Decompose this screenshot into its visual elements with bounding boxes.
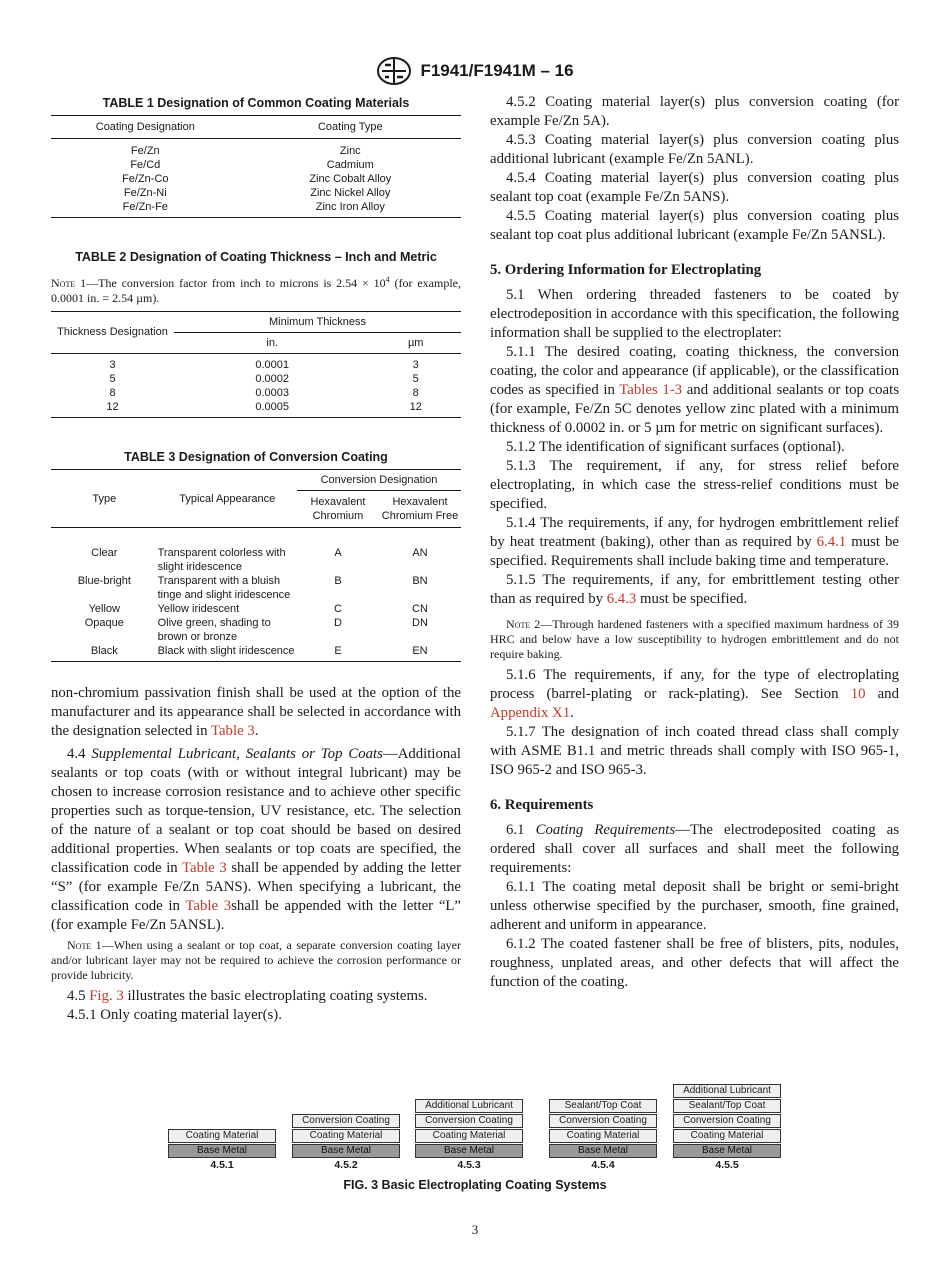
table-cell: C — [334, 602, 342, 615]
stack-label: 4.5.2 — [334, 1159, 358, 1171]
left-column — [51, 96, 461, 662]
table-row — [51, 602, 461, 616]
coating-layer: Coating Material — [549, 1129, 657, 1143]
table-row — [51, 372, 461, 386]
coating-layer: Base Metal — [549, 1144, 657, 1158]
table-cell: 0.0001 — [255, 359, 290, 371]
note-1 — [51, 938, 461, 983]
text: 6.1 — [506, 822, 536, 838]
table-cell: Zinc Nickel Alloy — [310, 186, 391, 199]
coating-layer: Sealant/Top Coat — [673, 1099, 781, 1113]
coating-layer: Conversion Coating — [673, 1114, 781, 1128]
astm-logo-icon — [376, 56, 412, 86]
coating-layer: Coating Material — [415, 1129, 523, 1143]
table-cell: CN — [412, 602, 428, 615]
text: shall be appended with the letter “L” (for example Fe/Zn 5ANSL). — [51, 898, 461, 933]
text: 4.4 — [67, 746, 92, 762]
fig3-link[interactable]: Fig. 3 — [89, 988, 124, 1004]
table-row — [51, 144, 461, 158]
table-cell: Zinc Cobalt Alloy — [309, 172, 392, 185]
paragraph-5-1-6 — [490, 666, 899, 723]
section-6-heading: 6. Requirements — [490, 797, 594, 813]
table-cell: AN — [412, 546, 428, 559]
table2-header-in: in. — [266, 336, 279, 349]
table-cell: A — [334, 546, 342, 559]
section-title: Supplemental Lubricant, Sealants or Top Coats — [91, 746, 383, 762]
table-cell: D — [334, 616, 342, 629]
text: must be specified. — [636, 591, 748, 607]
coating-layer: Base Metal — [673, 1144, 781, 1158]
table-cell: 5 — [109, 373, 116, 385]
table-cell: Transparent with a bluish tinge and slight iridescence — [157, 574, 291, 601]
paragraph-5-1-2: 5.1.2 The identification of significant surfaces (optional). — [506, 439, 845, 455]
table2-header-row — [51, 311, 461, 332]
note-label: Note 1 — [67, 938, 102, 952]
table-cell: Olive green, shading to brown or bronze — [157, 616, 271, 643]
coating-stack — [168, 1128, 276, 1171]
table-cell: 0.0005 — [255, 401, 290, 413]
stack-label: 4.5.1 — [210, 1159, 234, 1171]
section-10-link[interactable]: 10 — [850, 686, 866, 702]
table-cell: 12 — [106, 401, 119, 413]
paragraph-5-1-3: 5.1.3 The requirement, if any, for stress relief before electroplating, in which case the stress-relief conditions must be specified. — [490, 458, 899, 512]
paragraph-continued — [51, 684, 461, 741]
paragraph-4-4 — [51, 745, 461, 935]
paragraph-6-1-2: 6.1.2 The coated fastener shall be free of blisters, pits, nodules, roughness, unplated areas, and other defects that will affect the function of the coating. — [490, 936, 899, 990]
coating-layer: Conversion Coating — [292, 1114, 400, 1128]
appendix-x1-link[interactable]: Appendix X1 — [490, 705, 571, 721]
text: . — [570, 705, 574, 721]
paragraph-4-5-3: 4.5.3 Coating material layer(s) plus conversion coating plus additional lubricant (example Fe/Zn 5ANL). — [490, 132, 899, 167]
paragraph-5-1-5 — [490, 571, 899, 609]
note-label: Note 1 — [51, 275, 87, 290]
coating-layer: Additional Lubricant — [673, 1084, 781, 1098]
text: —The electrodeposited coating as ordered shall cover all surfaces and shall meet the following requirements: — [490, 822, 900, 876]
left-body — [51, 684, 461, 1025]
table-row — [51, 186, 461, 200]
table3-link[interactable]: Table 3 — [182, 860, 227, 876]
text: 5.1.1 The desired coating, coating thickness, the conversion coating, the color and appearance (if applicable), or the classification codes as specified in — [490, 344, 899, 398]
coating-layer: Coating Material — [168, 1129, 276, 1143]
table1-title: TABLE 1 Designation of Common Coating Materials — [102, 96, 410, 110]
table-row — [51, 644, 461, 662]
stack-label: 4.5.5 — [715, 1159, 739, 1171]
paragraph-6-1-1: 6.1.1 The coating metal deposit shall be bright or semi-bright unless otherwise specified by the purchaser, smooth, fine grained, adherent and uniform in appearance. — [490, 879, 899, 933]
paragraph-4-5-4: 4.5.4 Coating material layer(s) plus conversion coating plus sealant top coat (example Fe/Zn 5ANS). — [490, 170, 899, 205]
table3-title: TABLE 3 Designation of Conversion Coating — [124, 450, 388, 464]
section-5-heading: 5. Ordering Information for Electroplating — [490, 262, 762, 278]
right-column — [490, 93, 899, 992]
table-cell: Zinc — [339, 144, 361, 157]
table3-header-type: Type — [51, 470, 158, 528]
table3-link[interactable]: Table 3 — [210, 723, 255, 739]
table1-header-designation: Coating Designation — [95, 121, 195, 133]
table-cell: Cadmium — [326, 158, 374, 171]
table2-title: TABLE 2 Designation of Coating Thickness – Inch and Metric — [75, 249, 437, 264]
coating-layer: Conversion Coating — [415, 1114, 523, 1128]
table1-header-row — [51, 116, 461, 139]
table-cell: Black with slight iridescence — [157, 644, 295, 657]
text: 5.1.6 The requirements, if any, for the type of electroplating process (barrel-plating or rack-plating). See Section — [490, 667, 899, 702]
paragraph-5-1-1 — [490, 343, 899, 438]
coating-layer: Base Metal — [292, 1144, 400, 1158]
section-6-4-3-link[interactable]: 6.4.3 — [606, 591, 637, 607]
coating-stack — [673, 1083, 781, 1171]
table-cell: E — [334, 644, 342, 657]
table-cell: 0.0003 — [255, 387, 290, 399]
table-row — [51, 400, 461, 418]
table-row — [51, 546, 461, 574]
note-text: —The conversion factor from inch to microns is 2.54 × 10 — [86, 275, 386, 290]
note-text: —When using a sealant or top coat, a separate conversion coating layer and/or lubricant layer may not be required to achieve the corrosion performance or provide lubricity. — [51, 938, 462, 982]
note-text: (for example, 0.0001 in. = 2.54 µm). — [51, 275, 461, 305]
coating-stack — [549, 1098, 657, 1171]
paragraph-4-5-1: 4.5.1 Only coating material layer(s). — [67, 1007, 282, 1023]
note-text: —Through hardened fasteners with a specified maximum hardness of 39 HRC and below have a low susceptibility to hydrogen embrittlement and do not require baking. — [490, 617, 899, 661]
table-row — [51, 616, 461, 644]
table-row — [51, 158, 461, 172]
table-cell: 8 — [109, 387, 116, 399]
table-cell: B — [334, 574, 342, 587]
table3-link[interactable]: Table 3 — [185, 898, 232, 914]
table1 — [51, 115, 461, 218]
text: must be specified. Requirements shall include baking time and temperature. — [490, 534, 899, 569]
page-number: 3 — [471, 1222, 479, 1237]
table3-header-group: Conversion Designation — [297, 470, 461, 491]
table-cell: Fe/Zn-Fe — [122, 200, 168, 213]
text: and — [865, 686, 899, 702]
paragraph-6-1 — [490, 821, 899, 878]
table-cell: Zinc Iron Alloy — [315, 200, 385, 213]
text: illustrates the basic electroplating coating systems. — [123, 988, 428, 1004]
note-label: Note 2 — [506, 617, 541, 631]
table-cell: 8 — [412, 387, 419, 399]
text: 5.1.4 The requirements, if any, for hydrogen embrittlement relief by heat treatment (baking), other than as required by — [490, 515, 899, 550]
table-cell: Fe/Zn-Co — [122, 172, 169, 185]
table-cell: 0.0002 — [255, 373, 290, 385]
table-cell: Blue-bright — [77, 574, 131, 587]
paragraph-4-5-5: 4.5.5 Coating material layer(s) plus conversion coating plus sealant top coat plus additional lubricant (example Fe/Zn 5ANSL). — [490, 208, 899, 243]
coating-layer: Base Metal — [168, 1144, 276, 1158]
text: —Additional sealants or top coats (with or without integral lubricant) may be chosen to increase corrosion resistance and to achieve other specific properties such as torque-tension, UV resistance, etc. The selection of the nature of a sealant or top coat should be based on desired additional properties. When sealants or top coats are specified, the classification code in — [51, 746, 461, 876]
coating-layer: Coating Material — [292, 1129, 400, 1143]
table-cell: Opaque — [84, 616, 124, 629]
table2-note — [51, 272, 461, 306]
table-cell: DN — [412, 616, 428, 629]
page-header — [0, 56, 950, 86]
table-row — [51, 358, 461, 372]
table3-header-appearance: Typical Appearance — [158, 470, 297, 528]
section-title: Coating Requirements — [535, 822, 676, 838]
table-row — [51, 172, 461, 186]
table-cell: 5 — [412, 373, 419, 385]
text: 4.5 — [67, 988, 90, 1004]
table3-header-row — [51, 470, 461, 491]
coating-layer: Additional Lubricant — [415, 1099, 523, 1113]
table-cell: 3 — [109, 359, 116, 371]
paragraph-5-1-7: 5.1.7 The designation of inch coated thread class shall comply with ASME B1.1 and metric threads shall comply with ISO 965-1, ISO 965-2 and ISO 965-3. — [490, 724, 899, 778]
table-cell: Yellow iridescent — [157, 602, 240, 615]
table-cell: Transparent colorless with slight iridescence — [157, 546, 286, 573]
paragraph-5-1-4 — [490, 514, 899, 571]
table-cell: Fe/Zn — [130, 144, 160, 157]
paragraph-4-5-2: 4.5.2 Coating material layer(s) plus conversion coating (for example Fe/Zn 5A). — [490, 94, 899, 129]
text: non-chromium passivation finish shall be used at the option of the manufacturer and its appearance shall be selected in accordance with the designation selected in — [51, 685, 461, 739]
note-2 — [490, 617, 899, 662]
table-cell: Fe/Zn-Ni — [123, 186, 167, 199]
table3-header-hexfree: Hexavalent Chromium Free — [381, 496, 459, 522]
coating-stack — [292, 1113, 400, 1171]
figure-caption: FIG. 3 Basic Electroplating Coating Systems — [343, 1178, 607, 1192]
paragraph-5-1: 5.1 When ordering threaded fasteners to be coated by electrodeposition in accordance with this specification, the following information shall be supplied to the electroplater: — [490, 287, 899, 341]
paragraph-4-5 — [51, 987, 461, 1006]
coating-layer: Conversion Coating — [549, 1114, 657, 1128]
table-cell: Black — [90, 644, 118, 657]
section-6-4-1-link[interactable]: 6.4.1 — [816, 534, 847, 550]
text: shall be appended by adding the letter “S” (for example Fe/Zn 5ANS). When specifying a lubricant, the classification code in — [51, 860, 462, 914]
coating-layer: Sealant/Top Coat — [549, 1099, 657, 1113]
document-id: F1941/F1941M – 16 — [420, 61, 574, 80]
tables-1-3-link[interactable]: Tables 1-3 — [619, 382, 683, 398]
stack-label: 4.5.3 — [457, 1159, 481, 1171]
table-row — [51, 574, 461, 602]
table-cell: 3 — [412, 359, 419, 371]
table-cell: Clear — [91, 546, 118, 559]
table-row — [51, 200, 461, 218]
table2 — [51, 311, 461, 419]
note-superscript: 4 — [385, 274, 390, 284]
text: and additional sealants or top coats (for example, Fe/Zn 5C denotes yellow zinc plated with a minimum thickness of 0.0002 in. or 5 µm for metric on significant surfaces). — [490, 382, 899, 436]
text: . — [254, 723, 259, 739]
table-cell: BN — [412, 574, 428, 587]
table-cell: Fe/Cd — [130, 158, 161, 171]
table1-header-type: Coating Type — [317, 121, 383, 133]
table2-header-um: µm — [407, 336, 424, 349]
coating-layer: Coating Material — [673, 1129, 781, 1143]
coating-layer: Base Metal — [415, 1144, 523, 1158]
stack-label: 4.5.4 — [591, 1159, 615, 1171]
table-cell: 12 — [409, 401, 422, 413]
table2-header-group: Minimum Thickness — [174, 311, 461, 332]
text: 5.1.5 The requirements, if any, for embrittlement testing other than as required by — [490, 572, 899, 607]
table2-header-designation: Thickness Designation — [51, 311, 174, 353]
table-cell: EN — [412, 644, 428, 657]
table3-header-hex: Hexavalent Chromium — [310, 496, 366, 522]
table3 — [51, 469, 461, 662]
table-row — [51, 386, 461, 400]
table-cell: Yellow — [88, 602, 120, 615]
coating-stack — [415, 1098, 523, 1171]
